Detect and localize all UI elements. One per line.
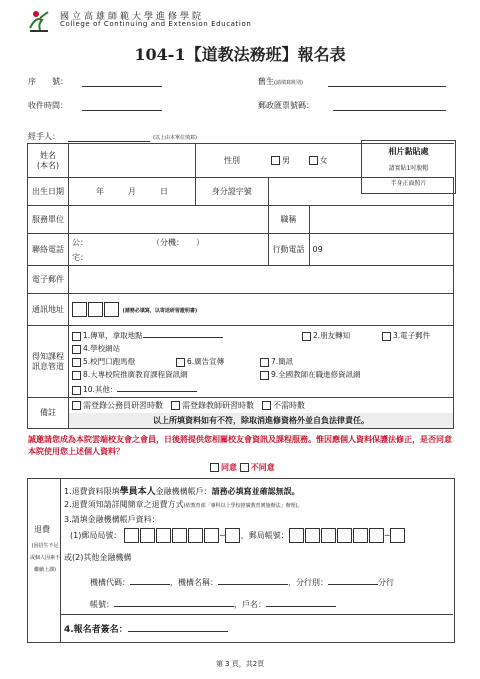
received-field[interactable]	[82, 100, 162, 111]
received-label: 收件時間：	[28, 101, 68, 110]
post-office-row: (1)郵局局號： ─ ，郵局帳號： ─	[70, 528, 406, 543]
mobile-field[interactable]: 09	[309, 234, 454, 266]
src-checkbox[interactable]	[260, 358, 269, 367]
job-title-label: 職稱	[268, 206, 309, 234]
photo-title: 相片黏貼處	[388, 147, 429, 156]
address-field[interactable]: (請務必填寫，以寄送研習證明書)	[69, 294, 454, 326]
signature-field[interactable]	[128, 621, 228, 632]
zip-box-1[interactable]	[72, 302, 87, 317]
id-label: 身分證字號	[196, 178, 269, 206]
holder-field[interactable]	[266, 596, 336, 607]
postal-field[interactable]	[333, 100, 446, 111]
refund-sign-divider	[61, 614, 453, 615]
photo-line2: 半身正面照片	[390, 180, 427, 187]
status-field[interactable]	[328, 76, 446, 87]
remark-checkbox[interactable]	[72, 401, 81, 410]
gender-options: 男 女	[268, 144, 454, 178]
email-label: 電子郵件	[28, 266, 69, 294]
consent-options: 同意 不同意	[210, 462, 275, 474]
registration-table	[27, 143, 454, 429]
phone-label: 聯絡電話	[28, 234, 69, 266]
unit-field[interactable]	[69, 206, 269, 234]
remark-checkbox[interactable]	[171, 401, 180, 410]
org-name-en: College of Continuing and Extension Education	[60, 20, 252, 28]
phone-field[interactable]: 公： （分機： ） 宅：	[69, 234, 269, 266]
zip-box-3[interactable]	[104, 302, 119, 317]
consent-text: 誠邀請您成為本院雲端校友會之會員，日後將提供您相關校友會資訊及課程服務。惟因應個人資料保護法修正，是否同意本院使用您上述個人資料？	[28, 435, 452, 456]
legal-warning: 以上所填資料如有不符，除取消進修資格外並自負法律責任。	[69, 413, 453, 428]
src-checkbox[interactable]	[382, 332, 391, 341]
serial-field[interactable]	[82, 76, 162, 87]
address-label: 通訊地址	[28, 294, 69, 326]
postal-label: 郵政匯票號碼：	[258, 101, 314, 110]
bank-name-field[interactable]	[218, 574, 288, 585]
mobile-label: 行動電話	[268, 234, 309, 266]
src-checkbox[interactable]	[302, 332, 311, 341]
src-checkbox[interactable]	[72, 332, 81, 341]
job-title-field[interactable]	[309, 206, 454, 234]
remark-label: 備註	[28, 398, 69, 429]
unit-label: 服務單位	[28, 206, 69, 234]
serial-label: 序 號：	[28, 77, 68, 86]
birth-field[interactable]: 年 月 日	[69, 178, 196, 206]
handler-label: 經手人：	[28, 132, 60, 141]
refund-note: (因招生不足或個人因素不繼續上課)	[30, 543, 61, 573]
male-checkbox[interactable]	[271, 156, 280, 165]
account-row: 帳號： ，戶名：	[90, 596, 336, 610]
source-label: 得知課程訊息管道	[28, 326, 69, 398]
src-checkbox[interactable]	[72, 386, 81, 395]
src-checkbox[interactable]	[72, 345, 81, 354]
refund-line1: 1.退費資料限填學員本人金融機構帳戶：請務必填寫並確認無誤。	[64, 487, 300, 497]
bank-row: 機構代碼： ，機構名稱： ，分行別： 分行	[90, 574, 394, 588]
form-title: 104-1【道教法務班】報名表	[134, 45, 346, 64]
refund-divider	[60, 478, 61, 643]
account-field[interactable]	[114, 596, 234, 607]
src-checkbox[interactable]	[176, 358, 185, 367]
handler-field[interactable]	[68, 131, 150, 142]
remark-checkbox[interactable]	[262, 401, 271, 410]
disagree-checkbox[interactable]	[240, 463, 249, 472]
source-options: 1.傳單，拿取地點 2.朋友轉知 3.電子郵件 4.學校網站 5.校門口跑馬燈 6.廣告宣傳 7.簡訊 8.大專校院推廣教育課程資訊網 9.全國教師在職進修資訊網 10.其他：	[69, 326, 454, 398]
refund-label: 退費	[34, 525, 50, 534]
src-checkbox[interactable]	[260, 371, 269, 380]
page-footer: 第 3 頁，共2頁	[215, 660, 265, 668]
branch-field[interactable]	[328, 574, 378, 585]
bank-code-field[interactable]	[130, 574, 170, 585]
college-logo-icon	[28, 8, 50, 34]
gender-label: 性別	[196, 144, 269, 178]
remark-field: 需登錄公務員研習時數 需登錄教師研習時數 不需時數 以上所填資料如有不符，除取消進修資格外並自負法律責任。	[69, 398, 454, 429]
other-bank-label: 或(2)其他金融機構	[64, 553, 132, 562]
status-label: 舊生(請填寫班別)	[258, 77, 303, 86]
src-checkbox[interactable]	[72, 371, 81, 380]
src-checkbox[interactable]	[72, 358, 81, 367]
id-field[interactable]	[268, 178, 454, 206]
female-checkbox[interactable]	[309, 156, 318, 165]
refund-line2: 2.退費須知請詳閱簡章之退費方式(依教育部「專科以上學校推廣教育實施辦法」辦理)。	[64, 500, 303, 509]
name-label: 姓名 (本名)	[28, 144, 69, 178]
handler-note: (以上由本單位填寫)	[153, 135, 197, 141]
name-field[interactable]	[69, 144, 196, 178]
photo-line1: 請實貼1吋脫帽	[388, 165, 429, 172]
zip-box-2[interactable]	[88, 302, 103, 317]
refund-line3: 3.請填金融機構帳戶資料：	[64, 515, 160, 524]
agree-checkbox[interactable]	[210, 463, 219, 472]
birth-label: 出生日期	[28, 178, 69, 206]
email-field[interactable]	[69, 266, 454, 294]
signature-row: 4.報名者簽名：	[64, 621, 228, 635]
org-name-cn: 國立高雄師範大學進修學院	[60, 12, 205, 22]
